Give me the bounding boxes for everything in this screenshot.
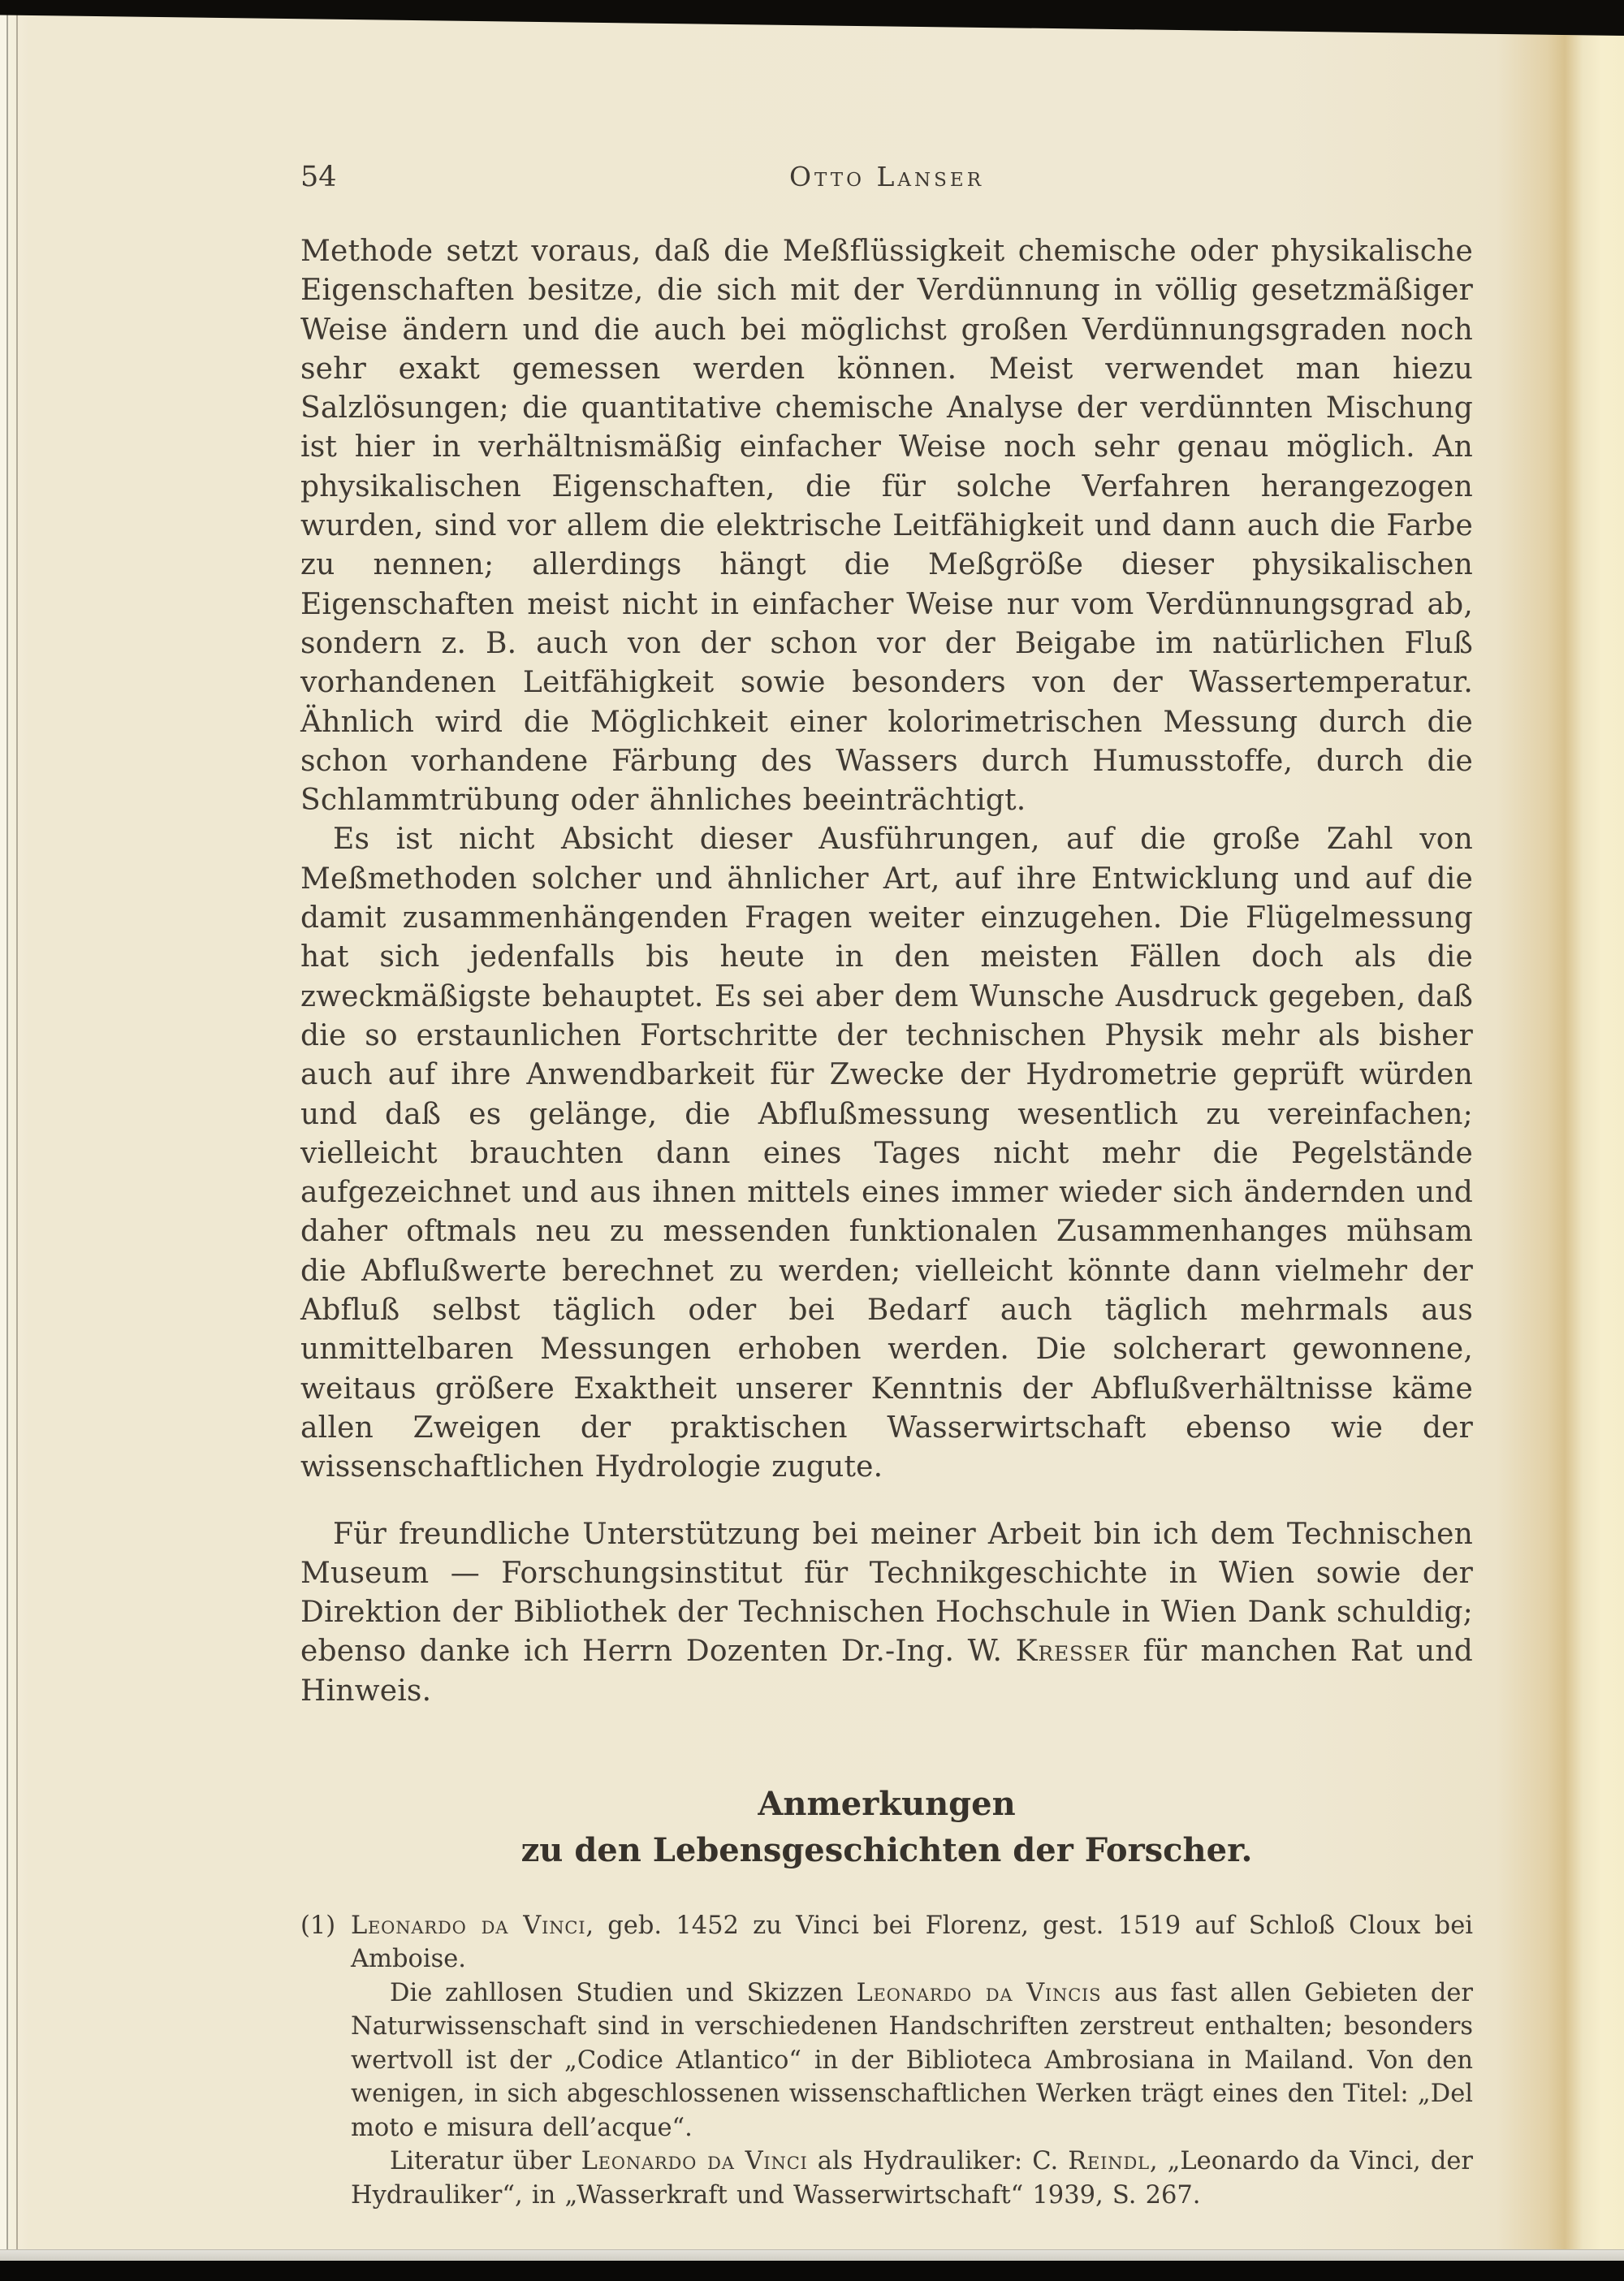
body-paragraph-1: Methode setzt voraus, daß die Meßflüssigkeit chemische oder physikalische Eigenschaften besitze, die sich mit der Verdünnung in völlig gesetzmäßiger Weise ändern und die auch bei möglichst großen Verdünnungsgraden noch sehr exakt gemessen werden können. Meist verwendet man hiezu Salzlösungen; die quantitative chemische Analyse der verdünnten Mischung ist hier in verhältnismäßig einfacher Weise noch sehr genau möglich. An physikalischen Eigenschaften, die für solche Verfahren herangezogen wurden, sind vor allem die elektrische Leitfähigkeit und dann auch die Farbe zu nennen; allerdings hängt die Meßgröße dieser physikalischen Eigenschaften meist nicht in einfacher Weise nur vom Verdünnungsgrad ab, sondern z. B. auch von der schon vor der Beigabe im natürlichen Fluß vorhandenen Leitfähigkeit sowie besonders von der Wassertemperatur. Ähnlich wird die Möglichkeit einer kolorimetrischen Messung durch die schon vorhandene Färbung des Wassers durch Humusstoffe, durch die Schlammtrübung oder ähnliches beeinträchtigt.	[300, 235, 1473, 818]
notes-heading	[300, 1781, 1473, 1873]
page-number: 54	[300, 161, 337, 193]
page-edge-stack	[0, 11, 28, 2266]
notes-heading-line-2: zu den Lebensgeschichten der Forscher.	[520, 1830, 1253, 1869]
book-page	[28, 0, 1624, 2281]
footnote-intro: Leonardo da Vinci, geb. 1452 zu Vinci bei Florenz, gest. 1519 auf Schloß Cloux bei Amboise.	[351, 1911, 1473, 1974]
page-bottom-edge	[0, 2249, 1624, 2262]
footnotes-section	[300, 1909, 1473, 2213]
footnote-1	[300, 1909, 1473, 2213]
running-header: Otto Lanser	[788, 161, 985, 192]
body-text	[300, 232, 1473, 1711]
notes-heading-line-1: Anmerkungen	[758, 1784, 1016, 1823]
footnote-marker: (1)	[300, 1911, 336, 1940]
scanner-bottom-band	[0, 2261, 1624, 2281]
page-header	[300, 161, 1473, 197]
footnote-paragraph-1: Die zahllosen Studien und Skizzen Leonardo da Vincis aus fast allen Gebieten der Naturwissenschaft sind in verschiedenen Handschriften zerstreut enthalten; besonders wertvoll ist der „Codice Atlantico“ in der Biblioteca Ambrosiana in Mailand. Von den wenigen, in sich abgeschlossenen wissenschaftlichen Werken trägt eines den Titel: „Del moto e misura dell’acque“.	[351, 1978, 1473, 2142]
acknowledgement-paragraph: Für freundliche Unterstützung bei meiner Arbeit bin ich dem Technischen Museum — Forschungsinstitut für Technikgeschichte in Wien sowie der Direktion der Bibliothek der Technischen Hochschule in Wien Dank schuldig; ebenso danke ich Herrn Dozenten Dr.-Ing. W. Kresser für manchen Rat und Hinweis.	[300, 1517, 1473, 1708]
footnote-paragraph-2: Literatur über Leonardo da Vinci als Hydrauliker: C. Reindl, „Leonardo da Vinci, der Hydrauliker“, in „Wasserkraft und Wasserwirtschaft“ 1939, S. 267.	[351, 2147, 1473, 2210]
body-paragraph-2: Es ist nicht Absicht dieser Ausführungen, auf die große Zahl von Meßmethoden solcher und ähnlicher Art, auf ihre Entwicklung und auf die damit zusammenhängenden Fragen weiter einzugehen. Die Flügelmessung hat sich jedenfalls bis heute in den meisten Fällen doch als die zweckmäßigste behauptet. Es sei aber dem Wunsche Ausdruck gegeben, daß die so erstaunlichen Fortschritte der technischen Physik mehr als bisher auch auf ihre Anwendbarkeit für Zwecke der Hydrometrie geprüft würden und daß es gelänge, die Abflußmessung wesentlich zu vereinfachen; vielleicht brauchten dann eines Tages nicht mehr die Pegelstände aufgezeichnet und aus ihnen mittels eines immer wieder sich ändernden und daher oftmals neu zu messenden funktionalen Zusammenhanges mühsam die Abflußwerte berechnet zu werden; vielleicht könnte dann vielmehr der Abfluß selbst täglich oder bei Bedarf auch täglich mehrmals aus unmittelbaren Messungen erhoben werden. Die solcherart gewonnene, weitaus größere Exaktheit unserer Kenntnis der Abflußverhältnisse käme allen Zweigen der praktischen Wasserwirtschaft ebenso wie der wissenschaftlichen Hydrologie zugute.	[300, 823, 1473, 1484]
text-block	[300, 161, 1473, 2212]
